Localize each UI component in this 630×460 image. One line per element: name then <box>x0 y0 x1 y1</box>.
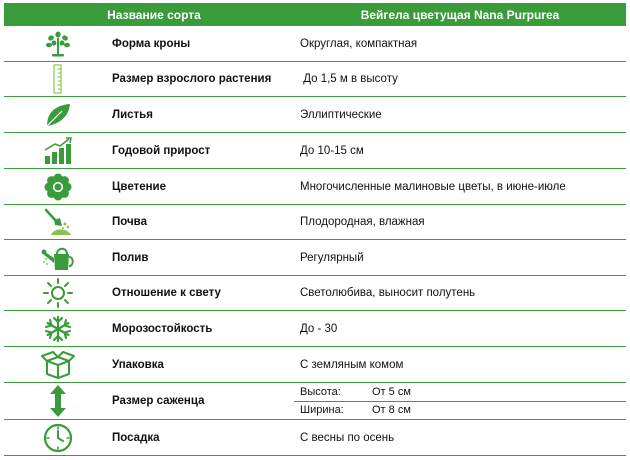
height-key: Высота: <box>300 385 341 398</box>
row-value: Многочисленные малиновые цветы, в июне-июле <box>300 180 566 193</box>
clock-icon <box>4 423 112 453</box>
row-label: Цветение <box>112 180 167 193</box>
row-value: С весны по осень <box>300 431 395 444</box>
row-label: Морозостойкость <box>112 322 213 335</box>
seedling-height <box>294 383 626 402</box>
row-value: Плодородная, влажная <box>300 216 425 228</box>
row-value: Округлая, компактная <box>300 37 418 50</box>
table-row <box>4 62 626 97</box>
snowflake-icon <box>4 315 112 343</box>
row-value: До 1,5 м в высоту <box>300 73 398 85</box>
width-value: От 8 см <box>372 404 411 417</box>
row-value: До 10-15 см <box>300 144 364 157</box>
row-label: Почва <box>112 216 147 228</box>
row-value: Регулярный <box>300 251 364 264</box>
seedling-width <box>294 402 626 420</box>
row-label: Форма кроны <box>112 37 191 50</box>
table-row <box>4 97 626 133</box>
row-label: Листья <box>112 108 153 121</box>
ruler-icon <box>4 64 112 94</box>
table-row <box>4 133 626 169</box>
row-value: Светолюбива, выносит полутень <box>300 287 476 299</box>
table-row <box>4 420 626 456</box>
row-label: Размер саженца <box>112 395 205 407</box>
row-label: Упаковка <box>112 358 164 371</box>
row-value: До - 30 <box>300 322 338 335</box>
row-value: С земляным комом <box>300 358 404 371</box>
height-arrow-icon <box>4 385 112 417</box>
tree-icon <box>4 31 112 57</box>
table-row <box>4 240 626 276</box>
seedling-size-values <box>294 383 626 419</box>
table-header <box>4 3 626 26</box>
growth-chart-icon <box>4 137 112 165</box>
row-label: Размер взрослого растения <box>112 73 272 85</box>
sun-icon <box>4 278 112 308</box>
header-value-column: Вейгела цветущая Nana Purpurea <box>360 7 560 22</box>
header-name-column: Название сорта <box>107 7 201 22</box>
shovel-soil-icon <box>4 208 112 236</box>
box-icon <box>4 350 112 380</box>
table-row <box>4 383 626 420</box>
table-row <box>4 276 626 311</box>
row-label: Годовой прирост <box>112 144 211 157</box>
leaf-icon <box>4 102 112 128</box>
row-value: Эллиптические <box>300 108 382 121</box>
row-label: Отношение к свету <box>112 287 221 299</box>
table-row <box>4 311 626 347</box>
table-row <box>4 347 626 383</box>
row-label: Полив <box>112 251 149 264</box>
width-key: Ширина: <box>300 404 344 417</box>
table-row <box>4 205 626 240</box>
plant-specs-table <box>4 3 626 456</box>
table-row <box>4 169 626 205</box>
watering-can-icon <box>4 244 112 272</box>
table-row <box>4 26 626 62</box>
row-label: Посадка <box>112 431 160 444</box>
height-value: От 5 см <box>372 385 411 398</box>
flower-icon <box>4 173 112 201</box>
